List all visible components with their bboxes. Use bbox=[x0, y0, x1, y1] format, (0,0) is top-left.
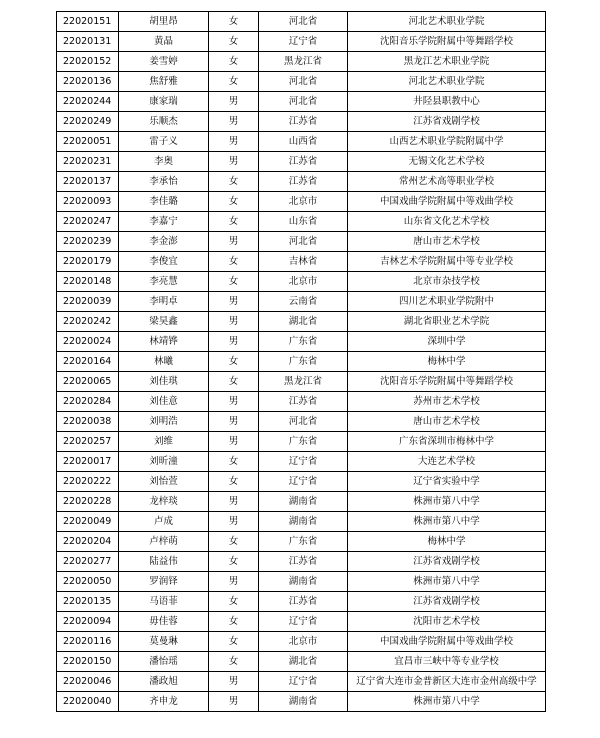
cell-student-name: 卢梓萌 bbox=[119, 532, 209, 552]
cell-gender: 男 bbox=[209, 692, 259, 712]
cell-school: 湖北省职业艺术学院 bbox=[348, 312, 546, 332]
cell-gender: 女 bbox=[209, 552, 259, 572]
cell-province: 湖南省 bbox=[259, 512, 348, 532]
table-row bbox=[57, 132, 546, 152]
table-row bbox=[57, 552, 546, 572]
cell-province: 河北省 bbox=[259, 92, 348, 112]
cell-student-id: 22020094 bbox=[57, 612, 119, 632]
cell-gender: 女 bbox=[209, 192, 259, 212]
cell-province: 江苏省 bbox=[259, 592, 348, 612]
table-row bbox=[57, 432, 546, 452]
cell-student-name: 李金澎 bbox=[119, 232, 209, 252]
cell-gender: 女 bbox=[209, 592, 259, 612]
cell-student-id: 22020242 bbox=[57, 312, 119, 332]
cell-student-id: 22020152 bbox=[57, 52, 119, 72]
cell-school: 常州艺术高等职业学校 bbox=[348, 172, 546, 192]
table-row bbox=[57, 632, 546, 652]
cell-province: 河北省 bbox=[259, 72, 348, 92]
cell-gender: 男 bbox=[209, 292, 259, 312]
cell-gender: 男 bbox=[209, 392, 259, 412]
cell-province: 广东省 bbox=[259, 332, 348, 352]
cell-student-name: 刘佳意 bbox=[119, 392, 209, 412]
cell-province: 湖南省 bbox=[259, 572, 348, 592]
table-row bbox=[57, 572, 546, 592]
cell-school: 唐山市艺术学校 bbox=[348, 412, 546, 432]
cell-student-id: 22020040 bbox=[57, 692, 119, 712]
cell-school: 北京市杂技学校 bbox=[348, 272, 546, 292]
cell-student-name: 梁昊鑫 bbox=[119, 312, 209, 332]
cell-student-id: 22020228 bbox=[57, 492, 119, 512]
cell-school: 广东省深圳市梅林中学 bbox=[348, 432, 546, 452]
cell-student-name: 林靖铧 bbox=[119, 332, 209, 352]
table-row bbox=[57, 652, 546, 672]
cell-school: 沈阳市艺术学校 bbox=[348, 612, 546, 632]
cell-province: 江苏省 bbox=[259, 552, 348, 572]
cell-student-id: 22020093 bbox=[57, 192, 119, 212]
cell-province: 湖南省 bbox=[259, 492, 348, 512]
cell-school: 无锡文化艺术学校 bbox=[348, 152, 546, 172]
cell-province: 江苏省 bbox=[259, 172, 348, 192]
cell-student-name: 刘佳琪 bbox=[119, 372, 209, 392]
cell-student-name: 胡里昂 bbox=[119, 12, 209, 32]
cell-student-id: 22020137 bbox=[57, 172, 119, 192]
cell-province: 北京市 bbox=[259, 192, 348, 212]
cell-student-name: 林曦 bbox=[119, 352, 209, 372]
table-row bbox=[57, 112, 546, 132]
cell-student-id: 22020024 bbox=[57, 332, 119, 352]
cell-gender: 女 bbox=[209, 272, 259, 292]
table-row bbox=[57, 72, 546, 92]
cell-province: 湖北省 bbox=[259, 312, 348, 332]
cell-school: 唐山市艺术学校 bbox=[348, 232, 546, 252]
cell-student-name: 姜雪婷 bbox=[119, 52, 209, 72]
cell-gender: 男 bbox=[209, 572, 259, 592]
cell-province: 辽宁省 bbox=[259, 452, 348, 472]
table-row bbox=[57, 472, 546, 492]
cell-student-name: 毋佳蓉 bbox=[119, 612, 209, 632]
cell-gender: 女 bbox=[209, 52, 259, 72]
cell-student-id: 22020247 bbox=[57, 212, 119, 232]
cell-student-name: 罗润铎 bbox=[119, 572, 209, 592]
cell-student-id: 22020249 bbox=[57, 112, 119, 132]
table-row bbox=[57, 392, 546, 412]
cell-school: 黑龙江艺术职业学院 bbox=[348, 52, 546, 72]
cell-gender: 男 bbox=[209, 152, 259, 172]
cell-school: 山东省文化艺术学校 bbox=[348, 212, 546, 232]
cell-student-name: 卢成 bbox=[119, 512, 209, 532]
table-row bbox=[57, 232, 546, 252]
table-row bbox=[57, 12, 546, 32]
cell-student-id: 22020017 bbox=[57, 452, 119, 472]
cell-student-id: 22020222 bbox=[57, 472, 119, 492]
cell-gender: 男 bbox=[209, 92, 259, 112]
cell-gender: 男 bbox=[209, 232, 259, 252]
cell-student-id: 22020150 bbox=[57, 652, 119, 672]
cell-school: 沈阳音乐学院附属中等舞蹈学校 bbox=[348, 372, 546, 392]
cell-province: 黑龙江省 bbox=[259, 372, 348, 392]
cell-school: 井陉县职教中心 bbox=[348, 92, 546, 112]
cell-student-id: 22020065 bbox=[57, 372, 119, 392]
cell-gender: 男 bbox=[209, 312, 259, 332]
cell-province: 山东省 bbox=[259, 212, 348, 232]
cell-gender: 男 bbox=[209, 412, 259, 432]
cell-province: 广东省 bbox=[259, 352, 348, 372]
cell-student-id: 22020049 bbox=[57, 512, 119, 532]
table-row bbox=[57, 32, 546, 52]
cell-province: 山西省 bbox=[259, 132, 348, 152]
table-row bbox=[57, 252, 546, 272]
cell-student-id: 22020277 bbox=[57, 552, 119, 572]
cell-student-name: 李嘉宁 bbox=[119, 212, 209, 232]
cell-gender: 女 bbox=[209, 532, 259, 552]
cell-school: 梅林中学 bbox=[348, 532, 546, 552]
cell-gender: 女 bbox=[209, 452, 259, 472]
cell-school: 苏州市艺术学校 bbox=[348, 392, 546, 412]
cell-student-id: 22020231 bbox=[57, 152, 119, 172]
cell-province: 北京市 bbox=[259, 272, 348, 292]
cell-school: 深圳中学 bbox=[348, 332, 546, 352]
cell-province: 湖南省 bbox=[259, 692, 348, 712]
cell-province: 江苏省 bbox=[259, 392, 348, 412]
cell-gender: 男 bbox=[209, 512, 259, 532]
cell-gender: 女 bbox=[209, 352, 259, 372]
cell-province: 辽宁省 bbox=[259, 472, 348, 492]
table-row bbox=[57, 152, 546, 172]
cell-school: 株洲市第八中学 bbox=[348, 572, 546, 592]
cell-school: 山西艺术职业学院附属中学 bbox=[348, 132, 546, 152]
table-row bbox=[57, 172, 546, 192]
cell-province: 辽宁省 bbox=[259, 32, 348, 52]
cell-gender: 女 bbox=[209, 212, 259, 232]
cell-student-name: 刘维 bbox=[119, 432, 209, 452]
table-row bbox=[57, 272, 546, 292]
cell-student-name: 刘怡萱 bbox=[119, 472, 209, 492]
table-row bbox=[57, 292, 546, 312]
cell-student-name: 李亮慧 bbox=[119, 272, 209, 292]
cell-province: 辽宁省 bbox=[259, 672, 348, 692]
cell-student-name: 乐顺杰 bbox=[119, 112, 209, 132]
table-row bbox=[57, 312, 546, 332]
cell-student-name: 李俊宜 bbox=[119, 252, 209, 272]
cell-gender: 女 bbox=[209, 652, 259, 672]
cell-school: 中国戏曲学院附属中等戏曲学校 bbox=[348, 632, 546, 652]
cell-student-name: 莫曼琳 bbox=[119, 632, 209, 652]
cell-province: 辽宁省 bbox=[259, 612, 348, 632]
cell-student-id: 22020136 bbox=[57, 72, 119, 92]
cell-school: 辽宁省实验中学 bbox=[348, 472, 546, 492]
cell-student-name: 李承怡 bbox=[119, 172, 209, 192]
table-row bbox=[57, 612, 546, 632]
table-row bbox=[57, 672, 546, 692]
cell-school: 大连艺术学校 bbox=[348, 452, 546, 472]
cell-province: 江苏省 bbox=[259, 152, 348, 172]
cell-gender: 女 bbox=[209, 32, 259, 52]
cell-student-id: 22020046 bbox=[57, 672, 119, 692]
cell-school: 中国戏曲学院附属中等戏曲学校 bbox=[348, 192, 546, 212]
cell-student-name: 雷子义 bbox=[119, 132, 209, 152]
cell-student-id: 22020204 bbox=[57, 532, 119, 552]
table-row bbox=[57, 512, 546, 532]
cell-student-name: 刘明浩 bbox=[119, 412, 209, 432]
cell-gender: 女 bbox=[209, 472, 259, 492]
table-row bbox=[57, 52, 546, 72]
cell-gender: 女 bbox=[209, 612, 259, 632]
cell-school: 沈阳音乐学院附属中等舞蹈学校 bbox=[348, 32, 546, 52]
cell-province: 广东省 bbox=[259, 532, 348, 552]
cell-school: 梅林中学 bbox=[348, 352, 546, 372]
cell-school: 宜昌市三峡中等专业学校 bbox=[348, 652, 546, 672]
cell-student-id: 22020135 bbox=[57, 592, 119, 612]
table-row bbox=[57, 592, 546, 612]
table-row bbox=[57, 372, 546, 392]
cell-student-name: 龙梓琰 bbox=[119, 492, 209, 512]
cell-school: 吉林艺术学院附属中等专业学校 bbox=[348, 252, 546, 272]
cell-student-name: 李奥 bbox=[119, 152, 209, 172]
cell-student-id: 22020051 bbox=[57, 132, 119, 152]
cell-province: 吉林省 bbox=[259, 252, 348, 272]
cell-gender: 男 bbox=[209, 492, 259, 512]
cell-school: 江苏省戏剧学校 bbox=[348, 552, 546, 572]
cell-province: 湖北省 bbox=[259, 652, 348, 672]
cell-student-id: 22020284 bbox=[57, 392, 119, 412]
cell-student-name: 马语菲 bbox=[119, 592, 209, 612]
table-row bbox=[57, 412, 546, 432]
cell-student-id: 22020131 bbox=[57, 32, 119, 52]
cell-student-name: 黄晶 bbox=[119, 32, 209, 52]
table-row bbox=[57, 212, 546, 232]
cell-student-name: 陆益伟 bbox=[119, 552, 209, 572]
student-roster-table bbox=[56, 11, 546, 712]
cell-student-name: 齐申龙 bbox=[119, 692, 209, 712]
cell-gender: 女 bbox=[209, 252, 259, 272]
cell-student-id: 22020239 bbox=[57, 232, 119, 252]
cell-student-id: 22020148 bbox=[57, 272, 119, 292]
table-row bbox=[57, 692, 546, 712]
cell-gender: 男 bbox=[209, 112, 259, 132]
cell-student-id: 22020164 bbox=[57, 352, 119, 372]
cell-province: 云南省 bbox=[259, 292, 348, 312]
cell-student-id: 22020257 bbox=[57, 432, 119, 452]
cell-student-id: 22020244 bbox=[57, 92, 119, 112]
cell-student-name: 刘昕潼 bbox=[119, 452, 209, 472]
cell-school: 株洲市第八中学 bbox=[348, 492, 546, 512]
cell-school: 辽宁省大连市金普新区大连市金州高级中学 bbox=[348, 672, 546, 692]
cell-school: 河北艺术职业学院 bbox=[348, 12, 546, 32]
table-row bbox=[57, 332, 546, 352]
cell-student-name: 李佳璐 bbox=[119, 192, 209, 212]
cell-school: 株洲市第八中学 bbox=[348, 692, 546, 712]
cell-province: 广东省 bbox=[259, 432, 348, 452]
cell-gender: 女 bbox=[209, 72, 259, 92]
cell-student-id: 22020116 bbox=[57, 632, 119, 652]
cell-student-id: 22020151 bbox=[57, 12, 119, 32]
table-row bbox=[57, 352, 546, 372]
cell-gender: 女 bbox=[209, 372, 259, 392]
cell-student-id: 22020038 bbox=[57, 412, 119, 432]
table-row bbox=[57, 192, 546, 212]
cell-province: 河北省 bbox=[259, 232, 348, 252]
cell-school: 江苏省戏剧学校 bbox=[348, 112, 546, 132]
cell-province: 黑龙江省 bbox=[259, 52, 348, 72]
cell-gender: 女 bbox=[209, 12, 259, 32]
cell-province: 江苏省 bbox=[259, 112, 348, 132]
roster-body bbox=[57, 12, 546, 712]
cell-student-name: 潘政旭 bbox=[119, 672, 209, 692]
cell-province: 河北省 bbox=[259, 12, 348, 32]
cell-province: 北京市 bbox=[259, 632, 348, 652]
cell-gender: 男 bbox=[209, 132, 259, 152]
table-row bbox=[57, 92, 546, 112]
cell-student-id: 22020179 bbox=[57, 252, 119, 272]
cell-gender: 女 bbox=[209, 632, 259, 652]
cell-school: 河北艺术职业学院 bbox=[348, 72, 546, 92]
table-row bbox=[57, 452, 546, 472]
cell-student-name: 潘怡瑶 bbox=[119, 652, 209, 672]
cell-school: 江苏省戏剧学校 bbox=[348, 592, 546, 612]
cell-school: 株洲市第八中学 bbox=[348, 512, 546, 532]
cell-student-id: 22020050 bbox=[57, 572, 119, 592]
cell-student-name: 焦舒雅 bbox=[119, 72, 209, 92]
cell-province: 河北省 bbox=[259, 412, 348, 432]
cell-gender: 女 bbox=[209, 172, 259, 192]
cell-student-name: 李明卓 bbox=[119, 292, 209, 312]
table-row bbox=[57, 532, 546, 552]
cell-school: 四川艺术职业学院附中 bbox=[348, 292, 546, 312]
cell-gender: 男 bbox=[209, 672, 259, 692]
cell-gender: 男 bbox=[209, 432, 259, 452]
table-row bbox=[57, 492, 546, 512]
cell-gender: 男 bbox=[209, 332, 259, 352]
cell-student-name: 康家瑞 bbox=[119, 92, 209, 112]
cell-student-id: 22020039 bbox=[57, 292, 119, 312]
